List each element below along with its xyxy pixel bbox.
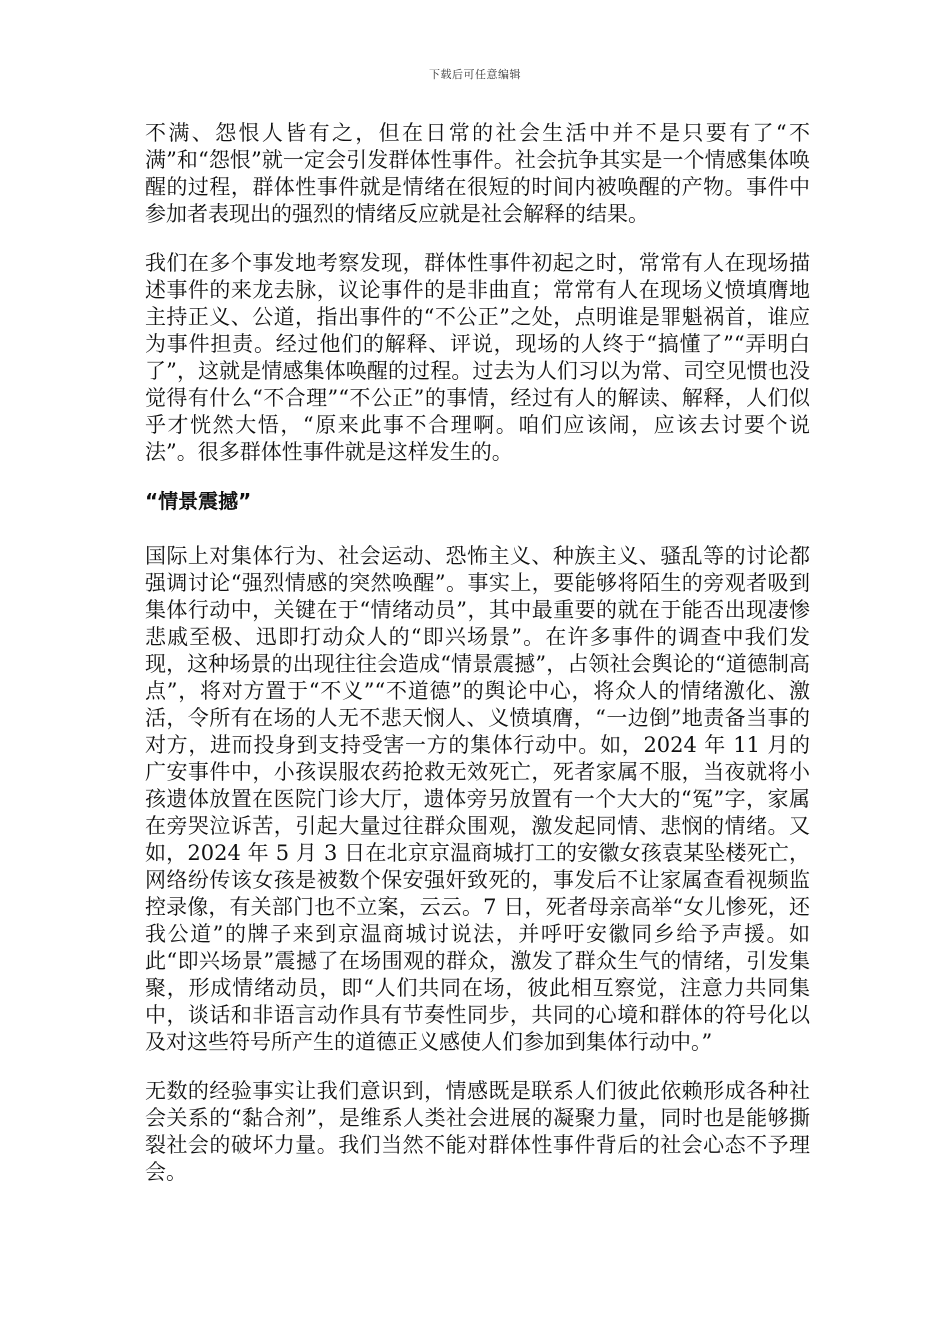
document-body xyxy=(145,120,810,1208)
section-heading: “情景震撼” xyxy=(145,489,252,513)
page-header: 下载后可任意编辑 xyxy=(429,68,521,81)
paragraph-3: 国际上对集体行为、社会运动、恐怖主义、种族主义、骚乱等的讨论都强调讨论“强烈情感的突然唤醒”。事实上，要能够将陌生的旁观者吸到集体行动中，关键在于“情绪动员”，其中最重要的就在于能否出现凄惨悲戚至极、迅即打动众人的“即兴场景”。在许多事件的调查中我们发现，这种场景的出现往往会造成“情景震撼”，占领社会舆论的“道德制高点”，将对方置于“不义”“不道德”的舆论中心，将众人的情绪激化、激活，令所有在场的人无不悲天悯人、义愤填膺，“一边倒”地责备当事的对方，进而投身到支持受害一方的集体行动中。如，2024 年 11 月的广安事件中，小孩误服农药抢救无效死亡，死者家属不服，当夜就将小孩遗体放置在医院门诊大厅，遗体旁另放置有一个大大的“冤”字，家属在旁哭泣诉苦，引起大量过往群众围观，激发起同情、悲悯的情绪。又如，2024 年 5 月 3 日在北京京温商城打工的安徽女孩袁某坠楼死亡，网络纷传该女孩是被数个保安强奸致死的，事发后不让家属查看视频监控录像，有关部门也不立案，云云。7 日，死者母亲高举“女儿惨死，还我公道”的牌子来到京温商城讨说法，并呼吁安徽同乡给予声援。如此“即兴场景”震撼了在场围观的群众，激发了群众生气的情绪，引发集聚，形成情绪动员，即“人们共同在场，彼此相互察觉，注意力共同集中，谈话和非语言动作具有节奏性同步，共同的心境和群体的符号化以及对这些符号所产生的道德正义感使人们参加到集体行动中。” xyxy=(145,544,810,1054)
paragraph-2: 我们在多个事发地考察发现，群体性事件初起之时，常常有人在现场描述事件的来龙去脉，议论事件的是非曲直；常常有人在现场义愤填膺地主持正义、公道，指出事件的“不公正”之处，点明谁是罪魁祸首，谁应为事件担责。经过他们的解释、评说，现场的人终于“搞懂了”“弄明白了”，这就是情感集体唤醒的过程。过去为人们习以为常、司空见惯也没觉得有什么“不合理”“不公正”的事情，经过有人的解读、解释，人们似乎才恍然大悟，“原来此事不合理啊。咱们应该闹，应该去讨要个说法”。很多群体性事件就是这样发生的。 xyxy=(145,251,810,464)
paragraph-4: 无数的经验事实让我们意识到，情感既是联系人们彼此依赖形成各种社会关系的“黏合剂”，是维系人类社会进展的凝聚力量，同时也是能够撕裂社会的破坏力量。我们当然不能对群体性事件背后的社会心态不予理会。 xyxy=(145,1079,810,1184)
paragraph-1: 不满、怨恨人皆有之，但在日常的社会生活中并不是只要有了“不满”和“怨恨”就一定会引发群体性事件。社会抗争其实是一个情感集体唤醒的过程，群体性事件就是情绪在很短的时间内被唤醒的产物。事件中参加者表现出的强烈的情绪反应就是社会解释的结果。 xyxy=(145,121,810,226)
